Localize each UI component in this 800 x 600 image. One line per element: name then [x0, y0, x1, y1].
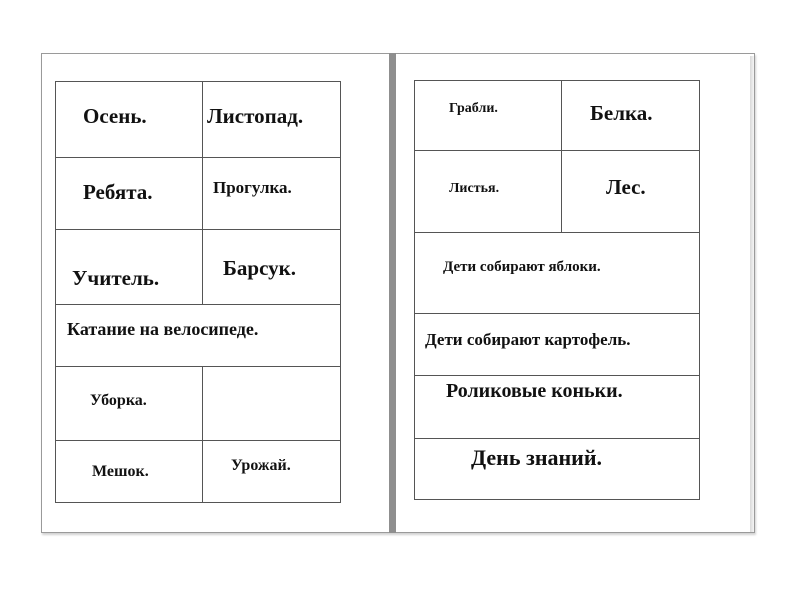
book-spine: [389, 53, 396, 533]
left-cell-2-text: Листопад.: [207, 104, 304, 128]
right-cell-6-text: Дети собирают картофель.: [425, 330, 631, 349]
left-cell-4: [203, 158, 340, 230]
left-cell-7-text: Катание на велосипеде.: [67, 319, 259, 339]
right-cell-4-text: Лес.: [606, 175, 646, 199]
left-cell-3-text: Ребята.: [83, 180, 153, 204]
left-cell-4-text: Прогулка.: [213, 178, 292, 197]
left-cell-7: [56, 305, 340, 367]
left-cell-5-text: Учитель.: [72, 266, 160, 290]
left-cell-9-empty: [203, 367, 340, 441]
left-cell-8-text: Уборка.: [90, 392, 147, 409]
left-cell-6: [203, 230, 340, 305]
left-cell-5: [56, 230, 203, 305]
left-cell-1: [56, 82, 203, 158]
right-word-table: [414, 80, 700, 500]
left-word-table: [55, 81, 341, 503]
right-cell-4: [562, 151, 699, 233]
left-cell-11-text: Урожай.: [231, 457, 291, 474]
right-cell-8: [415, 439, 699, 499]
left-cell-11: [203, 441, 340, 502]
right-cell-7: [415, 376, 699, 439]
left-cell-6-text: Барсук.: [223, 256, 296, 280]
right-cell-8-text: День знаний.: [471, 445, 603, 470]
right-cell-5: [415, 233, 699, 314]
left-cell-10: [56, 441, 203, 502]
right-cell-1: [415, 81, 562, 151]
right-cell-2: [562, 81, 699, 151]
right-cell-3-text: Листья.: [449, 181, 500, 196]
right-cell-7-text: Роликовые коньки.: [446, 380, 623, 402]
left-cell-10-text: Мешок.: [92, 463, 149, 480]
left-cell-1-text: Осень.: [83, 104, 147, 128]
right-cell-1-text: Грабли.: [449, 101, 498, 116]
left-cell-2: [203, 82, 340, 158]
right-cell-6: [415, 314, 699, 376]
page-edge-shadow: [750, 56, 754, 532]
right-cell-3: [415, 151, 562, 233]
right-cell-5-text: Дети собирают яблоки.: [443, 259, 601, 275]
right-cell-2-text: Белка.: [590, 101, 653, 125]
left-cell-3: [56, 158, 203, 230]
left-cell-8: [56, 367, 203, 441]
